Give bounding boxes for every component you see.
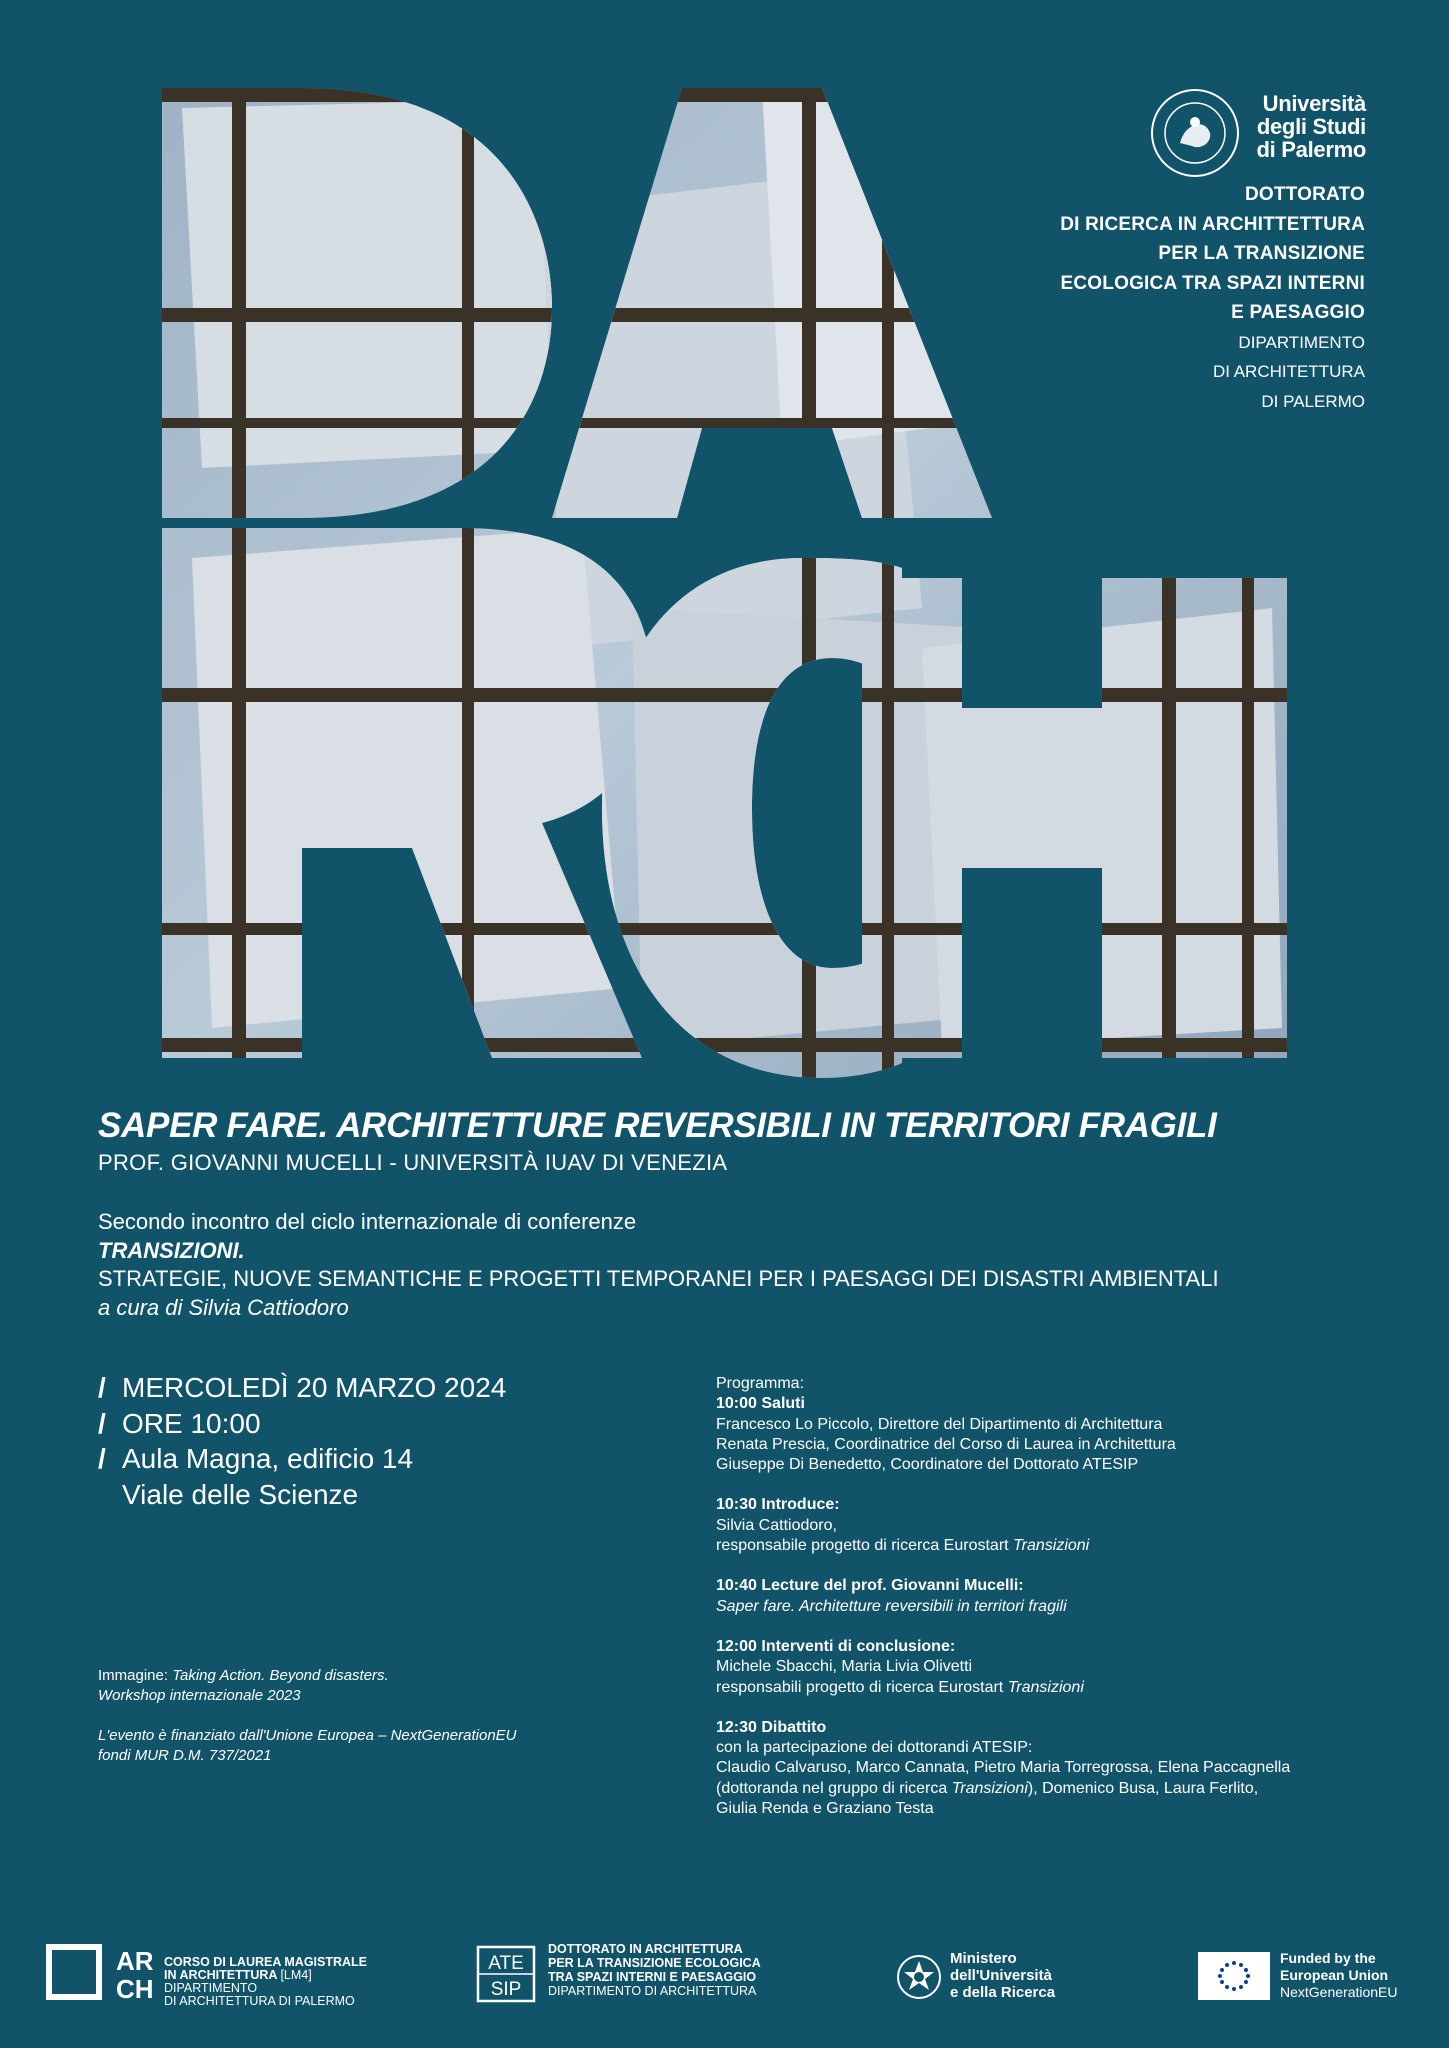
eu-line: NextGenerationEU (1280, 1984, 1398, 2000)
programme-section (716, 1495, 1376, 1556)
dottorato-line: E PAESAGGIO (1231, 302, 1365, 323)
programme-line: responsabili progetto di ricerca Eurostart (716, 1678, 1008, 1696)
series-name: TRANSIZIONI. (98, 1237, 245, 1263)
funding-line1: L'evento è finanziato dall'Unione Europea – NextGenerationEU (98, 1727, 517, 1744)
series-intro: Secondo incontro del ciclo internazionale di conferenze (98, 1209, 637, 1234)
eu-flag-icon (1198, 1952, 1270, 2000)
department-line: DIPARTIMENTO (1238, 332, 1365, 352)
programme-section (716, 1637, 1376, 1698)
mur-line: dell'Università (950, 1967, 1052, 1984)
atesip-line: TRA SPAZI INTERNI E PAESAGGIO (548, 1970, 757, 1984)
arch-logo-letters: AR (116, 1946, 154, 1976)
arch-course-tag: [LM4] (280, 1968, 312, 1982)
programme-heading: 12:30 Dibattito (716, 1718, 827, 1736)
programme-line: Francesco Lo Piccolo, Direttore del Dipartimento di Architettura (716, 1415, 1163, 1433)
programme-label: Programma: (716, 1375, 805, 1392)
mur-line: e della Ricerca (950, 1984, 1056, 2001)
arch-course-line: CORSO DI LAUREA MAGISTRALE (164, 1955, 368, 1969)
lecture-speaker: PROF. GIOVANNI MUCELLI - UNIVERSITÀ IUAV DI VENEZIA (98, 1150, 728, 1175)
funding-line2: fondi MUR D.M. 737/2021 (98, 1747, 272, 1764)
eu-line: European Union (1280, 1967, 1389, 1983)
university-seal-icon (1150, 88, 1240, 178)
atesip-line: PER LA TRANSIZIONE ECOLOGICA (548, 1956, 761, 1970)
arch-course-line: DIPARTIMENTO (164, 1981, 258, 1995)
department-line: DI PALERMO (1261, 391, 1365, 411)
image-credit-line2: Workshop internazionale 2023 (98, 1687, 301, 1704)
atesip-logo (476, 1945, 536, 2003)
university-name (1246, 92, 1366, 161)
atesip-logo-top: ATE (488, 1953, 524, 1974)
programme-section (716, 1718, 1376, 1819)
event-address: Viale delle Scienze (122, 1478, 359, 1510)
university-name-line3: di Palermo (1256, 137, 1366, 162)
mur-line: Ministero (950, 1950, 1017, 1967)
eu-funding-text (1280, 1950, 1398, 2001)
programme-italic: Transizioni (1013, 1537, 1090, 1555)
programme (716, 1374, 1376, 1839)
programme-heading: 12:00 Interventi di conclusione: (716, 1637, 956, 1655)
programme-section (716, 1576, 1376, 1617)
programme-line: Saper fare. Architetture reversibili in territori fragili (716, 1597, 1067, 1615)
dottorato-block (905, 180, 1365, 416)
programme-line: responsabile progetto di ricerca Eurostart (716, 1537, 1014, 1555)
atesip-logo-bottom: SIP (490, 1979, 522, 2000)
dottorato-line: DOTTORATO (1244, 184, 1365, 205)
arch-course-text (164, 1956, 367, 2008)
event-time: ORE 10:00 (122, 1407, 261, 1439)
slash-mark: / (98, 1443, 106, 1474)
programme-italic: Transizioni (1007, 1678, 1084, 1696)
dottorato-line: DI RICERCA IN ARCHITTETTURA (1060, 213, 1365, 235)
eu-line: Funded by the (1280, 1950, 1376, 1966)
event-info (98, 1370, 506, 1512)
programme-line: Giuseppe Di Benedetto, Coordinatore del Dottorato ATESIP (716, 1456, 1139, 1474)
university-name-line1: Università (1262, 91, 1366, 116)
image-credit-label: Immagine: (98, 1667, 173, 1684)
italian-emblem-icon (896, 1952, 942, 2002)
programme-line: (dottoranda nel gruppo di ricerca (716, 1779, 952, 1797)
programme-italic: Transizioni (951, 1779, 1028, 1797)
programme-heading: 10:40 Lecture del prof. Giovanni Mucelli: (716, 1577, 1024, 1595)
arch-course-logo (46, 1944, 158, 2004)
programme-line: ), Domenico Busa, Laura Ferlito, (1027, 1779, 1259, 1797)
programme-line: Claudio Calvaruso, Marco Cannata, Pietro Maria Torregrossa, Elena Paccagnella (716, 1759, 1291, 1777)
programme-line: Renata Prescia, Coordinatrice del Corso di Laurea in Architettura (716, 1435, 1176, 1453)
programme-line: Michele Sbacchi, Maria Livia Olivetti (716, 1658, 973, 1676)
event-date: MERCOLEDÌ 20 MARZO 2024 (122, 1372, 507, 1403)
programme-section (716, 1394, 1376, 1475)
atesip-text (548, 1942, 761, 1998)
series-subtitle: STRATEGIE, NUOVE SEMANTICHE E PROGETTI TEMPORANEI PER I PAESAGGI DEI DISASTRI AMBIENTALI (98, 1266, 1219, 1291)
arch-course-line: DI ARCHITETTURA DI PALERMO (164, 1994, 355, 2008)
dottorato-line: PER LA TRANSIZIONE (1158, 243, 1365, 264)
series-curator: a cura di Silvia Cattiodoro (98, 1294, 349, 1320)
slash-mark: / (98, 1372, 106, 1403)
programme-line: con la partecipazione dei dottorandi ATESIP: (716, 1739, 1033, 1757)
atesip-line: DOTTORATO IN ARCHITETTURA (548, 1942, 743, 1956)
arch-logo-letters: CH (116, 1974, 154, 2004)
atesip-line: DIPARTIMENTO DI ARCHITETTURA (548, 1984, 757, 1998)
event-venue: Aula Magna, edificio 14 (122, 1443, 414, 1474)
lecture-title: SAPER FARE. ARCHITETTURE REVERSIBILI IN TERRITORI FRAGILI (98, 1106, 1217, 1145)
arch-course-line: IN ARCHITETTURA (164, 1968, 281, 1982)
department-line: DI ARCHITETTURA (1212, 362, 1365, 381)
image-credit-title: Taking Action. Beyond disasters. (172, 1667, 389, 1684)
dottorato-line: ECOLOGICA TRA SPAZI INTERNI (1060, 272, 1365, 294)
series-block (98, 1208, 1219, 1322)
slash-mark: / (98, 1407, 106, 1439)
mur-text (950, 1950, 1055, 2001)
programme-line: Silvia Cattiodoro, (716, 1516, 837, 1534)
programme-heading: 10:30 Introduce: (716, 1496, 840, 1514)
programme-line: Giulia Renda e Graziano Testa (716, 1800, 934, 1818)
programme-heading: 10:00 Saluti (716, 1395, 805, 1413)
credits-block (98, 1666, 517, 1766)
university-name-line2: degli Studi (1256, 114, 1366, 139)
